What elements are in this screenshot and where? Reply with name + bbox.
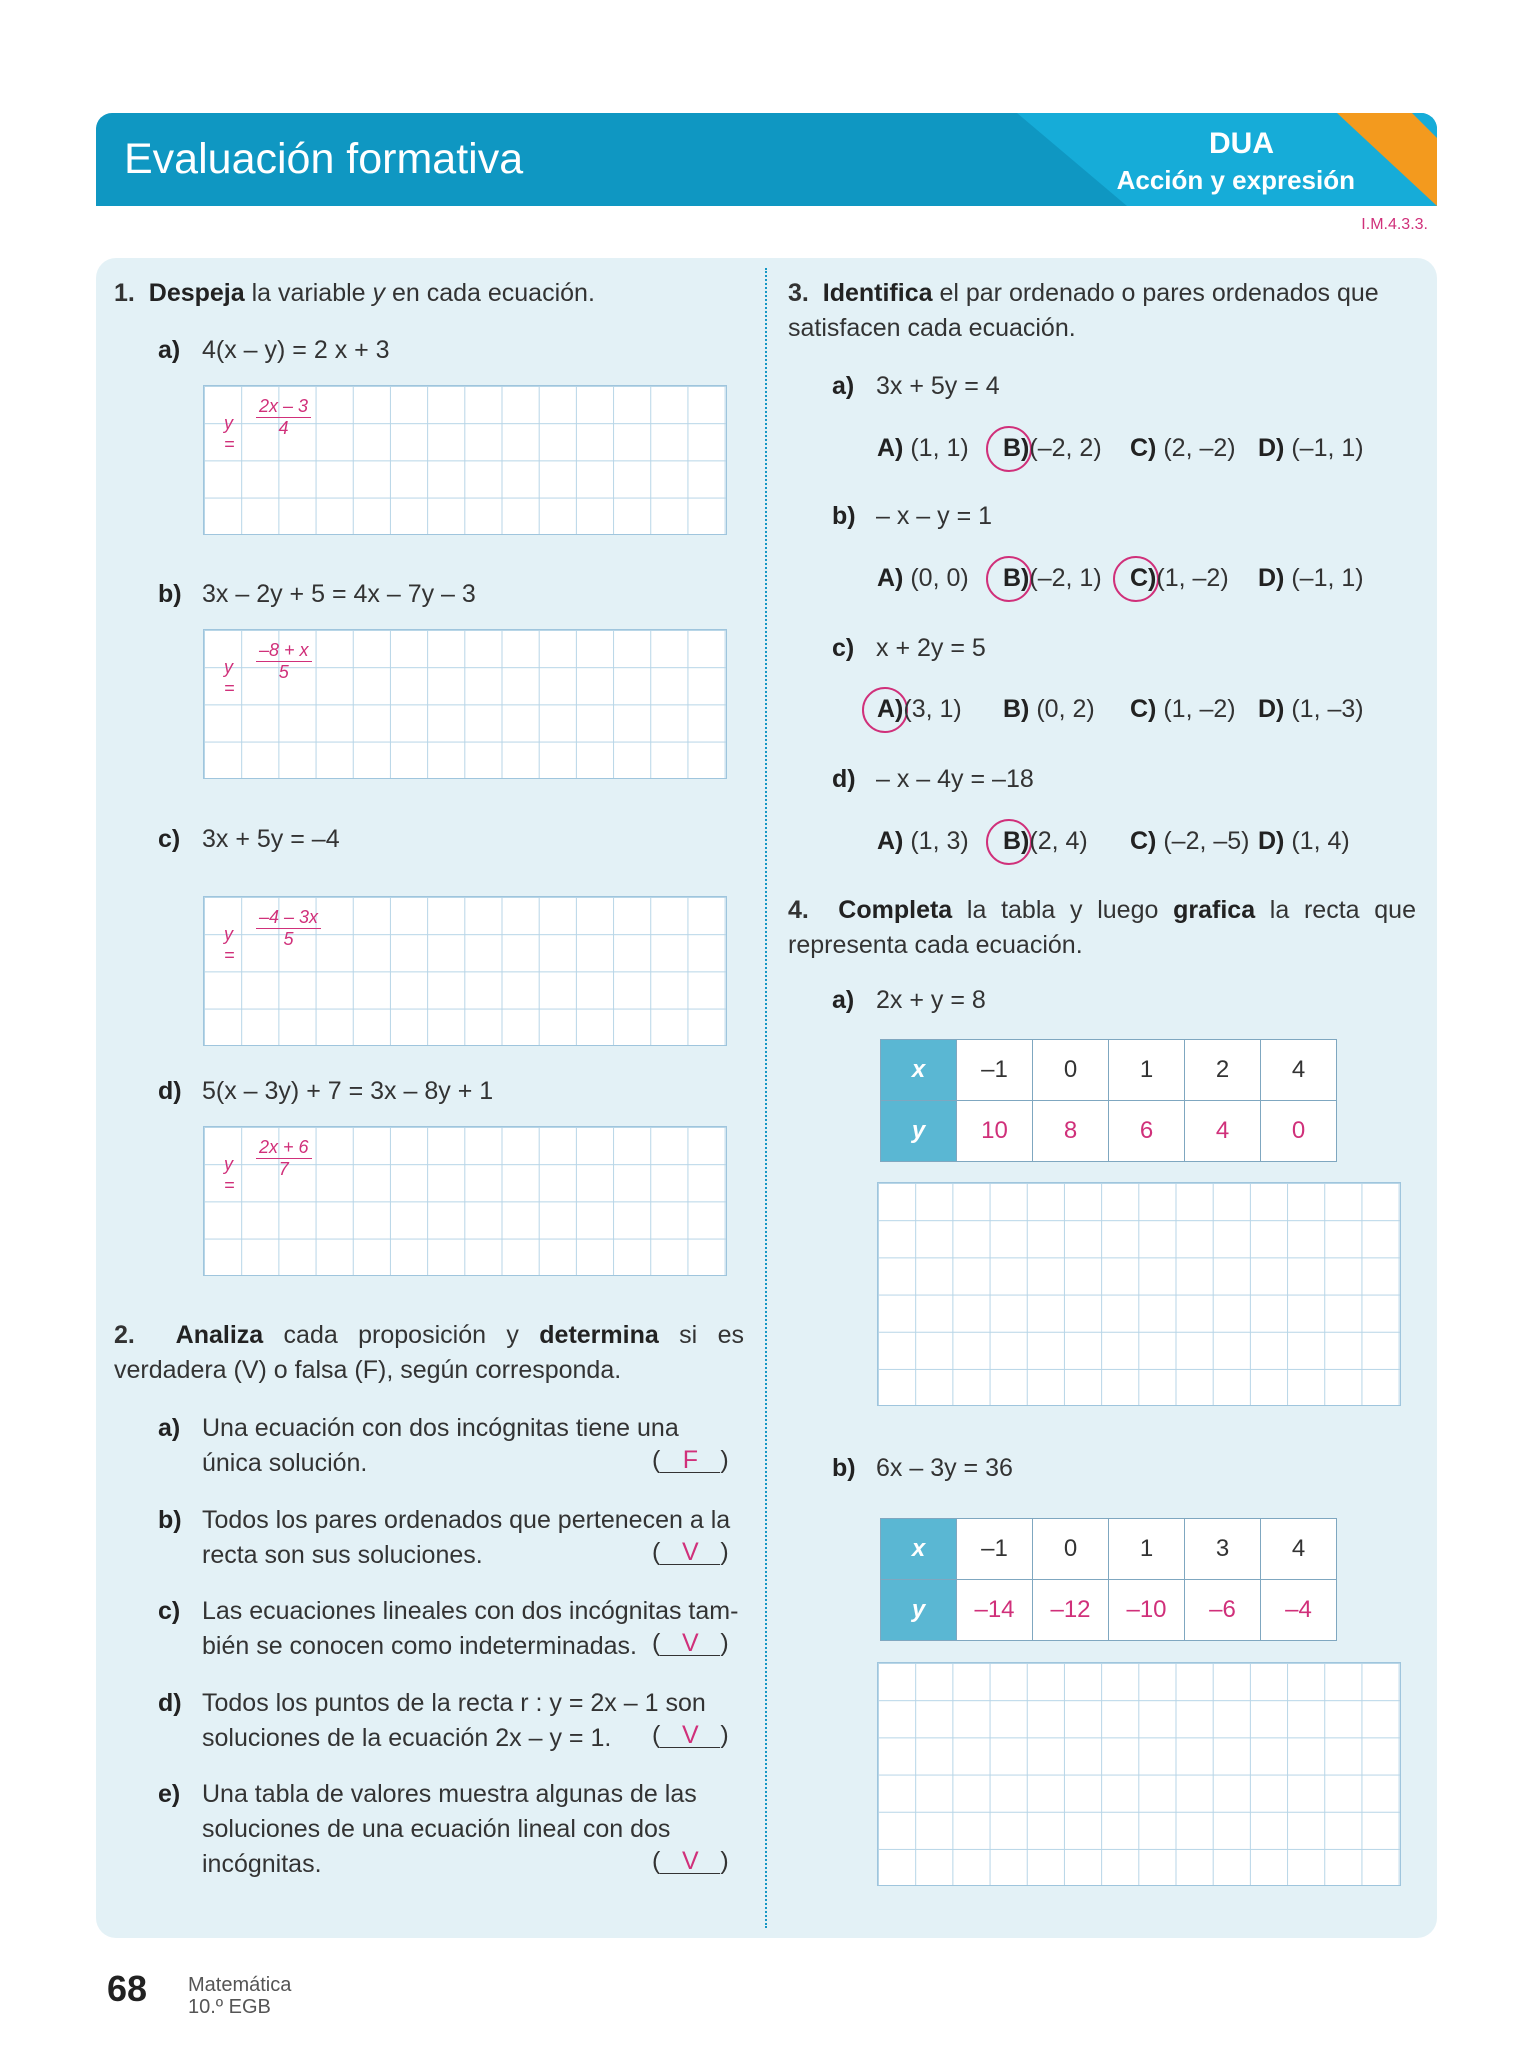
question-4: [788, 893, 1416, 963]
table-cell: 4: [1261, 1040, 1337, 1101]
item-letter: a): [158, 1414, 181, 1442]
option-d[interactable]: [1258, 827, 1350, 856]
table-cell: 1: [1109, 1040, 1185, 1101]
table-cell-answer[interactable]: 8: [1033, 1101, 1109, 1162]
table-cell-answer[interactable]: –6: [1185, 1580, 1261, 1641]
option-label: C): [1130, 695, 1157, 723]
item-text: Las ecuaciones lineales con dos incógnitas tam-: [202, 1597, 739, 1625]
table-cell: –1: [957, 1040, 1033, 1101]
question-text: en cada ecuación.: [385, 279, 595, 307]
table-cell-answer[interactable]: 6: [1109, 1101, 1185, 1162]
option-value: (–2, 2): [1029, 434, 1102, 462]
item-equation: 2x + y = 8: [876, 986, 986, 1014]
paren-open: (: [652, 1847, 661, 1875]
item-letter: b): [832, 1454, 856, 1482]
item-letter: d): [158, 1689, 182, 1717]
paren-close: ): [720, 1721, 729, 1749]
option-d[interactable]: [1258, 434, 1364, 463]
item-equation: 3x + 5y = –4: [202, 825, 340, 853]
option-label: B): [1003, 434, 1030, 462]
item-letter: c): [158, 825, 181, 853]
table-cell-answer[interactable]: –4: [1261, 1580, 1337, 1641]
option-c[interactable]: [1130, 434, 1236, 463]
values-table: [880, 1518, 1337, 1641]
page-title: Evaluación formativa: [124, 135, 524, 183]
answer-blank[interactable]: F: [660, 1448, 720, 1473]
question-text: si es verdadera (V) o falsa (F), según corresponda.: [114, 1321, 744, 1384]
option-d[interactable]: [1258, 695, 1364, 724]
table-cell: 1: [1109, 1519, 1185, 1580]
answer-denominator: 5: [283, 929, 294, 949]
question-var: y: [372, 279, 386, 307]
item-letter: b): [832, 502, 856, 530]
q3-item-b: [832, 502, 992, 531]
answer-denominator: 5: [278, 662, 289, 682]
option-value: (1, –2): [1163, 695, 1236, 723]
option-a[interactable]: [877, 827, 969, 856]
option-label: D): [1258, 434, 1285, 462]
option-label: C): [1130, 434, 1157, 462]
option-value: (0, 0): [910, 564, 969, 592]
tf-answer: [652, 1629, 729, 1658]
q1-item-b: [158, 580, 476, 609]
table-header-y: y: [881, 1101, 957, 1162]
q1-item-c: [158, 825, 340, 854]
item-letter: d): [832, 765, 856, 793]
question-number: 3.: [788, 279, 809, 307]
indicator-code: I.M.4.3.3.: [1361, 216, 1428, 233]
option-label: C): [1130, 827, 1157, 855]
option-value: (–1, 1): [1291, 434, 1364, 462]
table-cell-answer[interactable]: –12: [1033, 1580, 1109, 1641]
item-letter: b): [158, 580, 182, 608]
answer-numerator: –8 + x: [256, 640, 312, 662]
option-value: (1, 4): [1291, 827, 1350, 855]
item-text: soluciones de la ecuación 2x – y = 1.: [202, 1724, 612, 1752]
answer-blank[interactable]: V: [660, 1849, 720, 1874]
answer-blank[interactable]: V: [660, 1723, 720, 1748]
item-text: soluciones de una ecuación lineal con dos: [202, 1815, 671, 1843]
table-cell-answer[interactable]: –10: [1109, 1580, 1185, 1641]
table-cell: 0: [1033, 1040, 1109, 1101]
answer-blank[interactable]: V: [660, 1631, 720, 1656]
answer-denominator: 7: [278, 1159, 289, 1179]
option-a[interactable]: [877, 695, 962, 724]
item-letter: a): [158, 336, 181, 364]
question-1: [114, 276, 734, 311]
table-header-x: x: [881, 1040, 957, 1101]
option-label: B): [1003, 564, 1030, 592]
answer-y: y =: [224, 1154, 235, 1195]
paren-open: (: [652, 1629, 661, 1657]
option-value: (–1, 1): [1291, 564, 1364, 592]
item-equation: – x – 4y = –18: [876, 765, 1034, 793]
option-value: (2, 4): [1029, 827, 1088, 855]
option-c[interactable]: [1130, 695, 1236, 724]
paren-open: (: [652, 1721, 661, 1749]
item-text: recta son sus soluciones.: [202, 1541, 483, 1569]
item-text: Una ecuación con dos incógnitas tiene una: [202, 1414, 679, 1442]
paren-close: ): [720, 1446, 729, 1474]
table-cell-answer[interactable]: –14: [957, 1580, 1033, 1641]
option-value: (–2, –5): [1163, 827, 1250, 855]
question-text: la tabla y luego: [952, 896, 1174, 924]
table-cell-answer[interactable]: 4: [1185, 1101, 1261, 1162]
option-label: A): [877, 695, 904, 723]
answer-numerator: 2x + 6: [256, 1137, 312, 1159]
option-value: (1, 3): [910, 827, 969, 855]
option-label: A): [877, 564, 904, 592]
item-letter: b): [158, 1506, 182, 1534]
item-letter: c): [158, 1597, 181, 1625]
item-letter: a): [832, 372, 855, 400]
answer-y: y =: [224, 413, 235, 454]
dua-subtitle: Acción y expresión: [1116, 165, 1355, 195]
answer-grid: [203, 896, 727, 1046]
question-verb: Despeja: [148, 279, 245, 307]
option-value: (1, 1): [910, 434, 969, 462]
q3-item-d: [832, 765, 1034, 794]
option-b[interactable]: [1003, 434, 1102, 463]
tf-answer: [652, 1847, 729, 1876]
option-value: (0, 2): [1036, 695, 1095, 723]
option-value: (–2, 1): [1029, 564, 1102, 592]
paren-close: ): [720, 1538, 729, 1566]
paren-close: ): [720, 1629, 729, 1657]
table-cell: –1: [957, 1519, 1033, 1580]
table-cell: 2: [1185, 1040, 1261, 1101]
answer-numerator: –4 – 3x: [256, 907, 321, 929]
q4-item-a: [832, 986, 986, 1015]
grade-level: 10.º EGB: [188, 1996, 271, 2018]
paren-close: ): [720, 1847, 729, 1875]
question-text: la variable: [244, 279, 373, 307]
item-text: bién se conocen como indeterminadas.: [202, 1632, 637, 1660]
question-verb: grafica: [1173, 896, 1256, 924]
answer-blank[interactable]: V: [660, 1540, 720, 1565]
option-b[interactable]: [1003, 827, 1088, 856]
option-label: A): [877, 827, 904, 855]
item-text: incógnitas.: [202, 1850, 322, 1878]
tf-answer: [652, 1538, 729, 1567]
q3-item-c: [832, 634, 986, 663]
option-b[interactable]: [1003, 564, 1102, 593]
item-equation: 5(x – 3y) + 7 = 3x – 8y + 1: [202, 1077, 494, 1105]
answer-y: y =: [224, 924, 235, 965]
item-equation: 4(x – y) = 2 x + 3: [202, 336, 390, 364]
tf-answer: [652, 1721, 729, 1750]
question-text: cada proposición y: [263, 1321, 540, 1349]
question-number: 4.: [788, 896, 809, 924]
question-verb: Completa: [838, 896, 953, 924]
option-value: (1, –2): [1156, 564, 1229, 592]
dua-label: DUA: [1209, 127, 1274, 160]
answer-grid: [203, 385, 727, 535]
q1-item-d: [158, 1077, 493, 1106]
table-header-x: x: [881, 1519, 957, 1580]
question-verb: Analiza: [175, 1321, 264, 1349]
option-c[interactable]: [1130, 827, 1250, 856]
item-equation: x + 2y = 5: [876, 634, 986, 662]
graph-grid[interactable]: [877, 1182, 1401, 1406]
footer-subject: [188, 1974, 291, 2018]
item-text: Todos los pares ordenados que pertenecen a la: [202, 1506, 731, 1534]
table-cell-answer[interactable]: 10: [957, 1101, 1033, 1162]
question-verb: determina: [539, 1321, 659, 1349]
paren-open: (: [652, 1446, 661, 1474]
item-text: Una tabla de valores muestra algunas de las: [202, 1780, 697, 1808]
option-label: B): [1003, 827, 1030, 855]
option-label: B): [1003, 695, 1030, 723]
answer-grid: [203, 1126, 727, 1276]
question-number: 2.: [114, 1321, 135, 1349]
table-cell: 3: [1185, 1519, 1261, 1580]
page-number: 68: [107, 1968, 148, 2009]
option-label: D): [1258, 695, 1285, 723]
graph-grid[interactable]: [877, 1662, 1401, 1886]
question-text: el par ordenado o pares ordenados que satisfacen cada ecuación.: [788, 279, 1379, 342]
paren-open: (: [652, 1538, 661, 1566]
item-letter: e): [158, 1780, 181, 1808]
question-3: [788, 276, 1418, 346]
option-label: D): [1258, 827, 1285, 855]
option-label: C): [1130, 564, 1157, 592]
item-equation: 3x + 5y = 4: [876, 372, 1000, 400]
item-letter: a): [832, 986, 855, 1014]
answer-y: y =: [224, 657, 235, 698]
option-value: (1, –3): [1291, 695, 1364, 723]
item-equation: 3x – 2y + 5 = 4x – 7y – 3: [202, 580, 476, 608]
table-header-y: y: [881, 1580, 957, 1641]
item-text: Todos los puntos de la recta r : y = 2x – 1 son: [202, 1689, 706, 1717]
item-text: única solución.: [202, 1449, 368, 1477]
question-text: la recta que representa cada ecuación.: [788, 896, 1416, 959]
q4-item-b: [832, 1454, 1013, 1483]
item-equation: – x – y = 1: [876, 502, 993, 530]
header-banner: [96, 113, 1437, 206]
table-cell: 4: [1261, 1519, 1337, 1580]
values-table: [880, 1039, 1337, 1162]
subject-name: Matemática: [188, 1974, 292, 1996]
q1-item-a: [158, 336, 390, 365]
option-d[interactable]: [1258, 564, 1364, 593]
table-cell: 0: [1033, 1519, 1109, 1580]
option-value: (3, 1): [903, 695, 962, 723]
answer-numerator: 2x – 3: [256, 396, 311, 418]
tf-answer: [652, 1446, 729, 1475]
item-letter: d): [158, 1077, 182, 1105]
option-label: A): [877, 434, 904, 462]
item-letter: c): [832, 634, 855, 662]
answer-grid: [203, 629, 727, 779]
item-equation: 6x – 3y = 36: [876, 1454, 1013, 1482]
option-b[interactable]: [1003, 695, 1095, 724]
option-a[interactable]: [877, 434, 969, 463]
question-2: [114, 1318, 744, 1388]
option-a[interactable]: [877, 564, 969, 593]
q3-item-a: [832, 372, 1000, 401]
option-value: (2, –2): [1163, 434, 1236, 462]
option-c[interactable]: [1130, 564, 1229, 593]
question-number: 1.: [114, 279, 135, 307]
option-label: D): [1258, 564, 1285, 592]
question-verb: Identifica: [822, 279, 933, 307]
table-cell-answer[interactable]: 0: [1261, 1101, 1337, 1162]
column-divider: [765, 268, 767, 1928]
answer-denominator: 4: [278, 418, 289, 438]
